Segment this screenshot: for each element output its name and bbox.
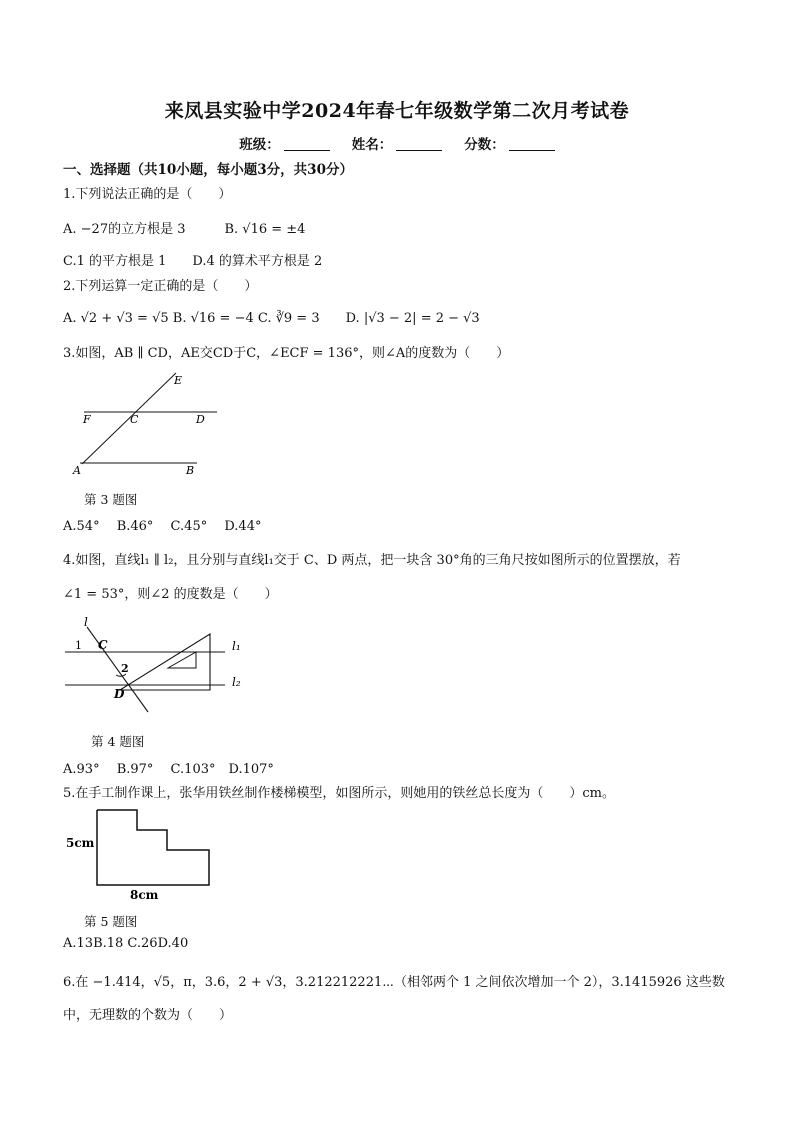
q2-options: A. √2 + √3 = √5 B. √16 = −4 C. ∛9 = 3 D. |√3 − 2| = 2 − √3 <box>63 311 480 326</box>
q5-figure <box>64 806 224 904</box>
score-label: 分数： <box>464 137 505 153</box>
q5-stem: 5.在手工制作课上，张华用铁丝制作楼梯模型，如图所示，则她用的铁丝总长度为（ ）cm。 <box>63 786 616 801</box>
q3-figure <box>62 368 232 480</box>
q4-options: A.93° B.97° C.103° D.107° <box>63 762 274 777</box>
q5-caption: 第 5 题图 <box>84 914 138 929</box>
name-blank[interactable] <box>396 138 442 151</box>
q1-options-ab: A. −27的立方根是 3 B. √16 = ±4 <box>63 222 306 237</box>
q3-options: A.54° B.46° C.45° D.44° <box>63 519 262 534</box>
q4-label-2: 2 <box>121 662 129 675</box>
q5-label-height: 5cm <box>66 836 95 850</box>
q5-label-width: 8cm <box>130 888 159 902</box>
q4-set-square-inner <box>168 652 196 668</box>
q5-options: A.13B.18 C.26D.40 <box>63 936 189 951</box>
q4-figure <box>60 612 250 720</box>
q6-stem-line2: 中，无理数的个数为（ ） <box>63 1008 233 1023</box>
q3-caption: 第 3 题图 <box>84 492 138 507</box>
q4-label-c: C <box>98 638 108 652</box>
score-blank[interactable] <box>509 138 555 151</box>
q5-staircase <box>97 810 209 885</box>
q4-stem-line1: 4.如图，直线l₁ ∥ l₂，且分别与直线l₁交于 C、D 两点，把一块含 30°角的三角尺按如图所示的位置摆放，若 <box>63 553 681 568</box>
section-heading: 一、选择题（共10小题，每小题3分，共30分） <box>63 162 353 178</box>
q4-label-1: 1 <box>75 639 82 652</box>
q3-stem: 3.如图，AB ∥ CD，AE交CD于C，∠ECF = 136°，则∠A的度数为（ ） <box>63 346 510 361</box>
q3-label-e: E <box>174 374 183 387</box>
class-blank[interactable] <box>284 138 330 151</box>
q3-label-f: F <box>83 413 91 426</box>
name-label: 姓名： <box>351 137 393 153</box>
q4-stem-line2: ∠1 = 53°，则∠2 的度数是（ ） <box>63 587 278 602</box>
q3-label-b: B <box>186 464 195 477</box>
q1-stem: 1.下列说法正确的是（ ） <box>63 187 232 202</box>
q2-stem: 2.下列运算一定正确的是（ ） <box>63 279 258 294</box>
q4-caption: 第 4 题图 <box>91 734 145 749</box>
q3-line-ae <box>82 373 176 464</box>
q4-label-l2: l₂ <box>232 675 241 689</box>
student-info-line <box>0 133 794 153</box>
q1-options-cd: C.1 的平方根是 1 D.4 的算术平方根是 2 <box>63 254 323 269</box>
q3-label-d: D <box>196 413 205 426</box>
q4-label-d: D <box>114 687 125 701</box>
class-label: 班级： <box>239 137 280 153</box>
q3-label-a: A <box>73 464 81 477</box>
q3-label-c: C <box>130 413 139 426</box>
q6-stem-line1: 6.在 −1.414，√5，π，3.6，2 + √3，3.212212221⋯（相邻两个 1 之间依次增加一个 2），3.1415926 这些数 <box>63 975 725 990</box>
q4-label-l: l <box>84 615 88 629</box>
exam-title: 来凤县实验中学2024年春七年级数学第二次月考试卷 <box>164 100 630 122</box>
q4-label-l1: l₁ <box>232 639 241 653</box>
